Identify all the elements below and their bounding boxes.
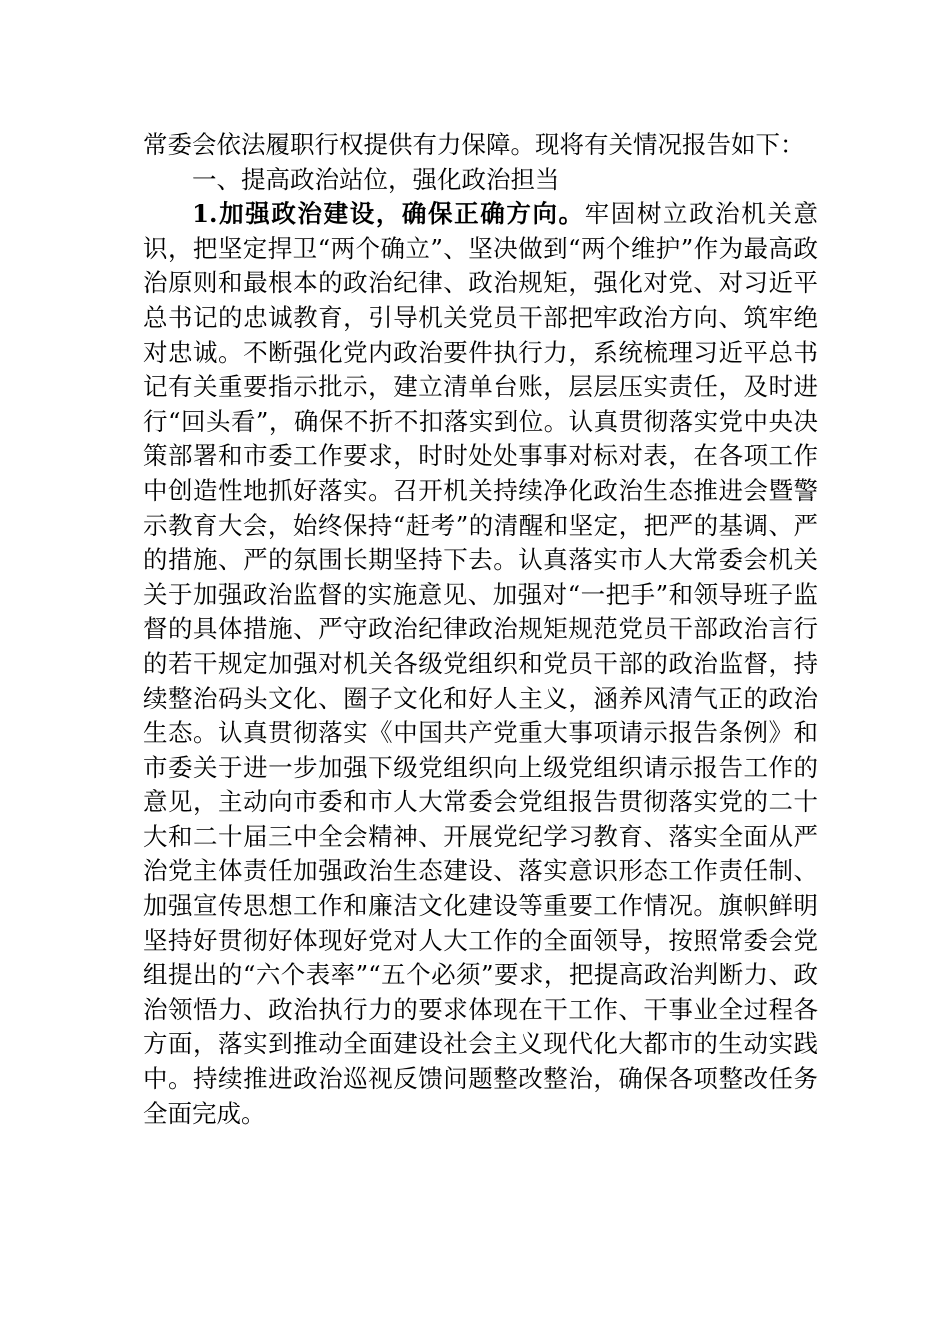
item-1-paragraph xyxy=(143,197,818,1131)
section-heading: 一、提高政治站位，强化政治担当 xyxy=(192,164,560,194)
item-1-lead: 1.加强政治建设，确保正确方向。 xyxy=(192,199,585,229)
item-1-body: 牢固树立政治机关意识，把坚定捍卫“两个确立”、坚决做到“两个维护”作为最高政治原则和最根本的政治纪律、政治规矩，强化对党、对习近平总书记的忠诚教育，引导机关党员干部把牢政治方向、筑牢绝对忠诚。不断强化党内政治要件执行力，系统梳理习近平总书记有关重要指示批示，建立清单台账，层层压实责任，及时进行“回头看”，确保不折不扣落实到位。认真贯彻落实党中央决策部署和市委工作要求，时时处处事事对标对表，在各项工作中创造性地抓好落实。召开机关持续净化政治生态推进会暨警示教育大会，始终保持“赶考”的清醒和坚定，把严的基调、严的措施、严的氛围长期坚持下去。认真落实市人大常委会机关关于加强政治监督的实施意见、加强对“一把手”和领导班子监督的具体措施、严守政治纪律政治规矩规范党员干部政治言行的若干规定加强对机关各级党组织和党员干部的政治监督，持续整治码头文化、圈子文化和好人主义，涵养风清气正的政治生态。认真贯彻落实《中国共产党重大事项请示报告条例》和市委关于进一步加强下级党组织向上级党组织请示报告工作的意见，主动向市委和市人大常委会党组报告贯彻落实党的二十大和二十届三中全会精神、开展党纪学习教育、落实全面从严治党主体责任加强政治生态建设、落实意识形态工作责任制、加强宣传思想工作和廉洁文化建设等重要工作情况。旗帜鲜明坚持好贯彻好体现好党对人大工作的全面领导，按照常委会党组提出的“六个表率”“五个必须”要求，把提高政治判断力、政治领悟力、政治执行力的要求体现在干工作、干事业全过程各方面，落实到推动全面建设社会主义现代化大都市的生动实践中。持续推进政治巡视反馈问题整改整治，确保各项整改任务全面完成。 xyxy=(143,199,818,1128)
document-page xyxy=(143,128,818,1131)
intro-tail-paragraph: 常委会依法履职行权提供有力保障。现将有关情况报告如下： xyxy=(143,130,805,159)
